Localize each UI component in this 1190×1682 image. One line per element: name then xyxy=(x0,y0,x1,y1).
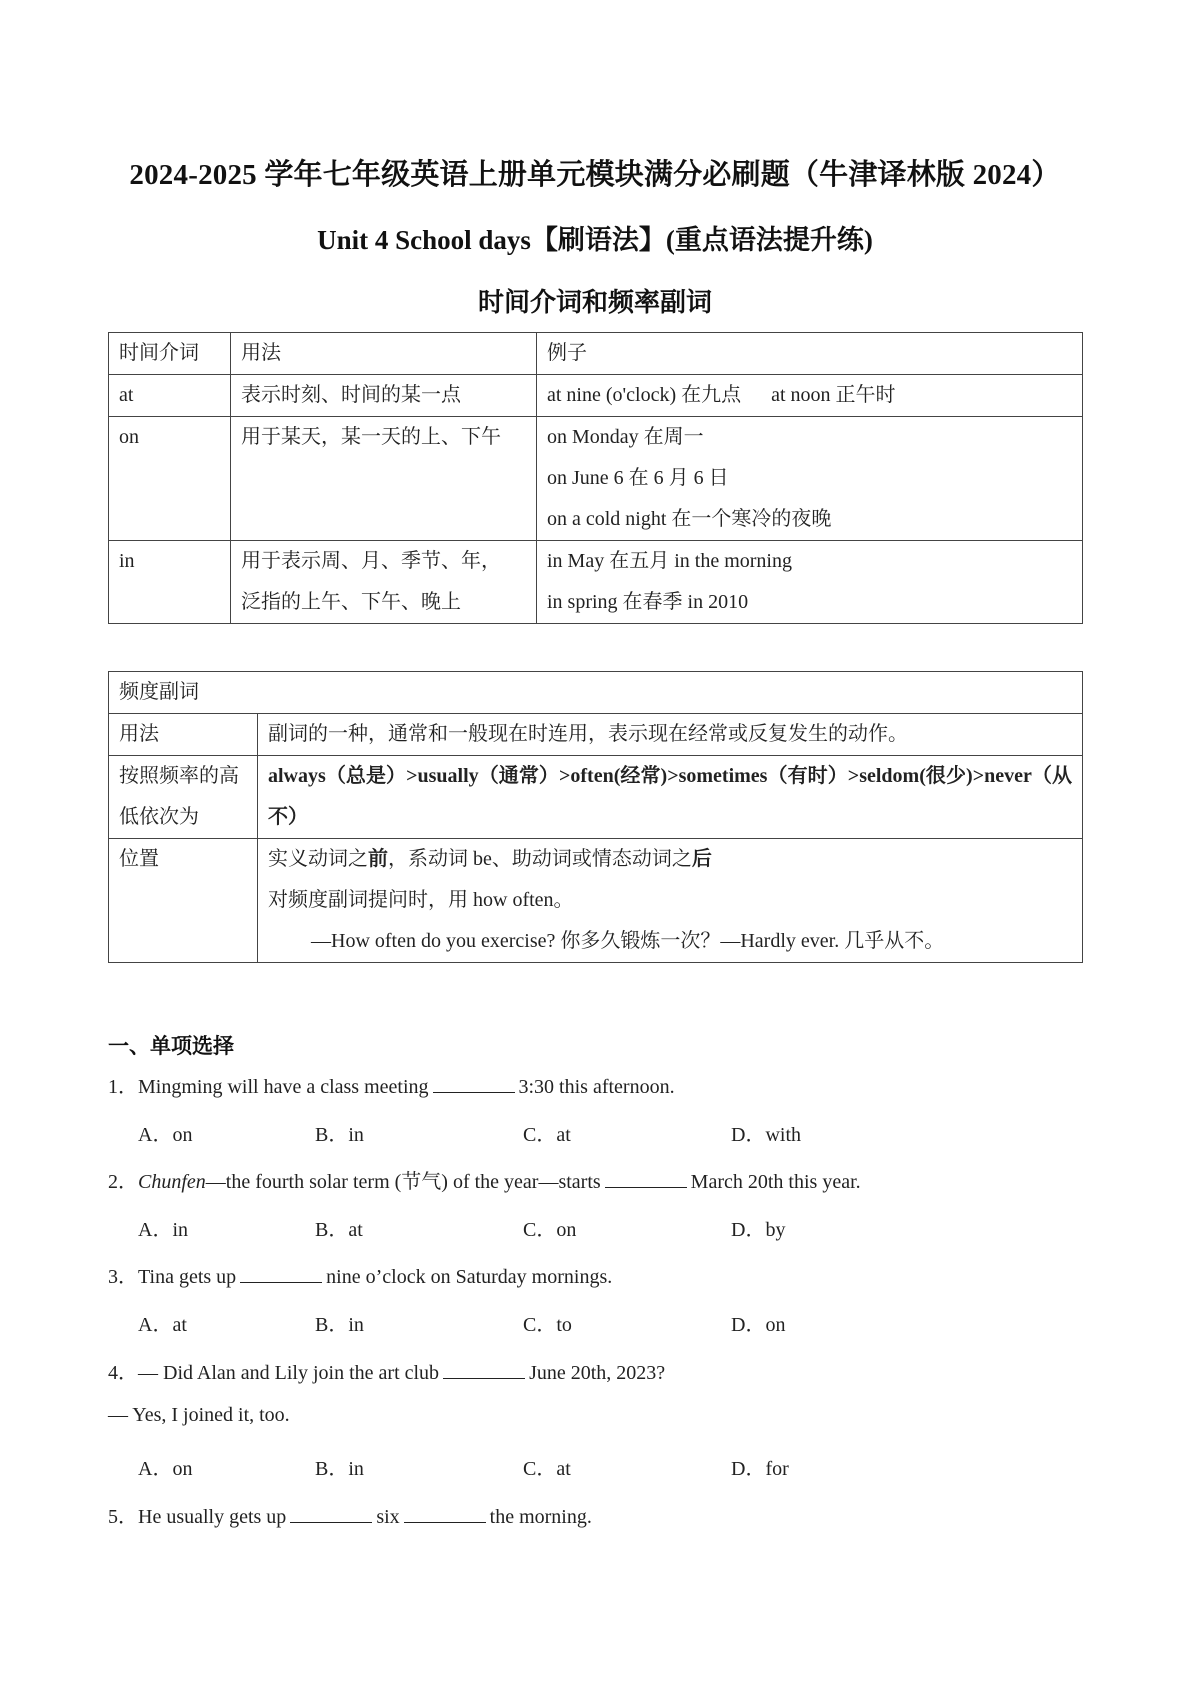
option-a[interactable]: A．on xyxy=(138,1458,193,1480)
section-title: 一、单项选择 xyxy=(108,1034,234,1058)
usage-line: 用于表示周、月、季节、年， xyxy=(241,550,501,572)
option-b[interactable]: B．in xyxy=(315,1458,364,1480)
example-cell xyxy=(537,541,1083,624)
question-3 xyxy=(108,1260,612,1289)
position-cell xyxy=(258,839,1083,963)
question-number: 4． xyxy=(108,1362,138,1384)
answer-blank[interactable] xyxy=(290,1504,372,1523)
usage-line: 泛指的上午、下午、晚上 xyxy=(241,591,461,613)
text-fragment: ，系动词 be、助动词或情态动词之 xyxy=(388,848,692,870)
example-line: in spring 在春季 in 2010 xyxy=(547,591,749,613)
table-row xyxy=(109,714,1083,756)
usage-cell xyxy=(231,541,537,624)
option-a[interactable]: A．at xyxy=(138,1314,187,1336)
question-text: —the fourth solar term (节气) of the year—starts xyxy=(205,1171,601,1193)
question-2 xyxy=(108,1165,861,1194)
header-cell: 用法 xyxy=(231,333,537,375)
usage-cell: 副词的一种，通常和一般现在时连用，表示现在经常或反复发生的动作。 xyxy=(258,714,1083,756)
example-cell xyxy=(537,375,1083,417)
question-number: 3． xyxy=(108,1266,138,1288)
grammar-topic: 时间介词和频率副词 xyxy=(477,288,712,317)
freq-heading-cell: 频度副词 xyxy=(109,672,1083,714)
emphasis-after: 后 xyxy=(691,848,712,870)
option-d[interactable]: D．by xyxy=(731,1219,786,1241)
table-row xyxy=(109,417,1083,541)
header-cell: 例子 xyxy=(537,333,1083,375)
option-c[interactable]: C．at xyxy=(523,1124,571,1146)
usage-cell xyxy=(231,375,537,417)
option-d[interactable]: D．for xyxy=(731,1458,789,1480)
example-line: on June 6 在 6 月 6 日 xyxy=(547,467,729,489)
question-text: nine o’clock on Saturday mornings. xyxy=(326,1266,613,1288)
example-line: at nine (o'clock) 在九点 at noon 正午时 xyxy=(547,384,896,406)
question-1 xyxy=(108,1070,675,1099)
option-c[interactable]: C．to xyxy=(523,1314,572,1336)
prep-cell: on xyxy=(109,417,231,541)
order-cell: always（总是）>usually（通常）>often(经常)>sometimes（有时）>seldom(很少)>never（从不） xyxy=(258,756,1083,839)
question-text: six xyxy=(376,1506,400,1528)
table-header-row xyxy=(109,333,1083,375)
usage-cell xyxy=(231,417,537,541)
position-line: 对频度副词提问时，用 how often。 xyxy=(268,889,574,911)
answer-blank[interactable] xyxy=(433,1074,515,1093)
table-row xyxy=(109,375,1083,417)
italic-term: Chunfen xyxy=(138,1171,206,1193)
option-b[interactable]: B．in xyxy=(315,1124,364,1146)
option-d[interactable]: D．on xyxy=(731,1314,786,1336)
question-text: Mingming will have a class meeting xyxy=(138,1076,429,1098)
question-text: He usually gets up xyxy=(138,1506,287,1528)
question-text: the morning. xyxy=(489,1506,592,1528)
emphasis-before: 前 xyxy=(368,848,388,870)
prep-cell: at xyxy=(109,375,231,417)
frequency-adverb-table xyxy=(108,671,1083,963)
answer-blank[interactable] xyxy=(240,1264,322,1283)
table-row xyxy=(109,541,1083,624)
question-text: June 20th, 2023? xyxy=(529,1362,666,1384)
example-line: in May 在五月 in the morning xyxy=(547,550,792,572)
usage-line: 表示时刻、时间的某一点 xyxy=(241,384,461,406)
option-a[interactable]: A．on xyxy=(138,1124,193,1146)
option-c[interactable]: C．on xyxy=(523,1219,577,1241)
answer-blank[interactable] xyxy=(443,1360,525,1379)
prep-cell: in xyxy=(109,541,231,624)
question-text: 3:30 this afternoon. xyxy=(518,1076,675,1098)
question-4 xyxy=(108,1356,665,1385)
question-4-reply: — Yes, I joined it, too. xyxy=(108,1404,290,1426)
question-text: Tina gets up xyxy=(138,1266,237,1288)
unit-subtitle: Unit 4 School days【刷语法】(重点语法提升练) xyxy=(317,225,873,255)
question-text: — Did Alan and Lily join the art club xyxy=(138,1362,440,1384)
option-d[interactable]: D．with xyxy=(731,1124,801,1146)
question-number: 5． xyxy=(108,1506,138,1528)
question-text: March 20th this year. xyxy=(690,1171,861,1193)
option-a[interactable]: A．in xyxy=(138,1219,188,1241)
label-cell: 位置 xyxy=(109,839,258,963)
option-b[interactable]: B．at xyxy=(315,1219,363,1241)
text-fragment: 实义动词之 xyxy=(268,848,368,870)
question-number: 1． xyxy=(108,1076,138,1098)
example-dialogue: —How often do you exercise? 你多久锻炼一次？—Hardly ever. 几乎从不。 xyxy=(311,930,945,952)
time-preposition-table xyxy=(108,332,1083,624)
table-row xyxy=(109,839,1083,963)
table-header-row xyxy=(109,672,1083,714)
table-row xyxy=(109,756,1083,839)
position-line xyxy=(268,839,1072,880)
option-c[interactable]: C．at xyxy=(523,1458,571,1480)
example-line: on a cold night 在一个寒冷的夜晚 xyxy=(547,508,832,530)
document-title: 2024-2025 学年七年级英语上册单元模块满分必刷题（牛津译林版 2024） xyxy=(129,159,1061,191)
example-line: on Monday 在周一 xyxy=(547,426,704,448)
example-cell xyxy=(537,417,1083,541)
question-number: 2． xyxy=(108,1171,138,1193)
answer-blank[interactable] xyxy=(404,1504,486,1523)
header-cell: 时间介词 xyxy=(109,333,231,375)
usage-line: 用于某天，某一天的上、下午 xyxy=(241,426,501,448)
label-cell: 按照频率的高低依次为 xyxy=(109,756,258,839)
option-b[interactable]: B．in xyxy=(315,1314,364,1336)
answer-blank[interactable] xyxy=(605,1169,687,1188)
label-cell: 用法 xyxy=(109,714,258,756)
question-5 xyxy=(108,1500,592,1529)
